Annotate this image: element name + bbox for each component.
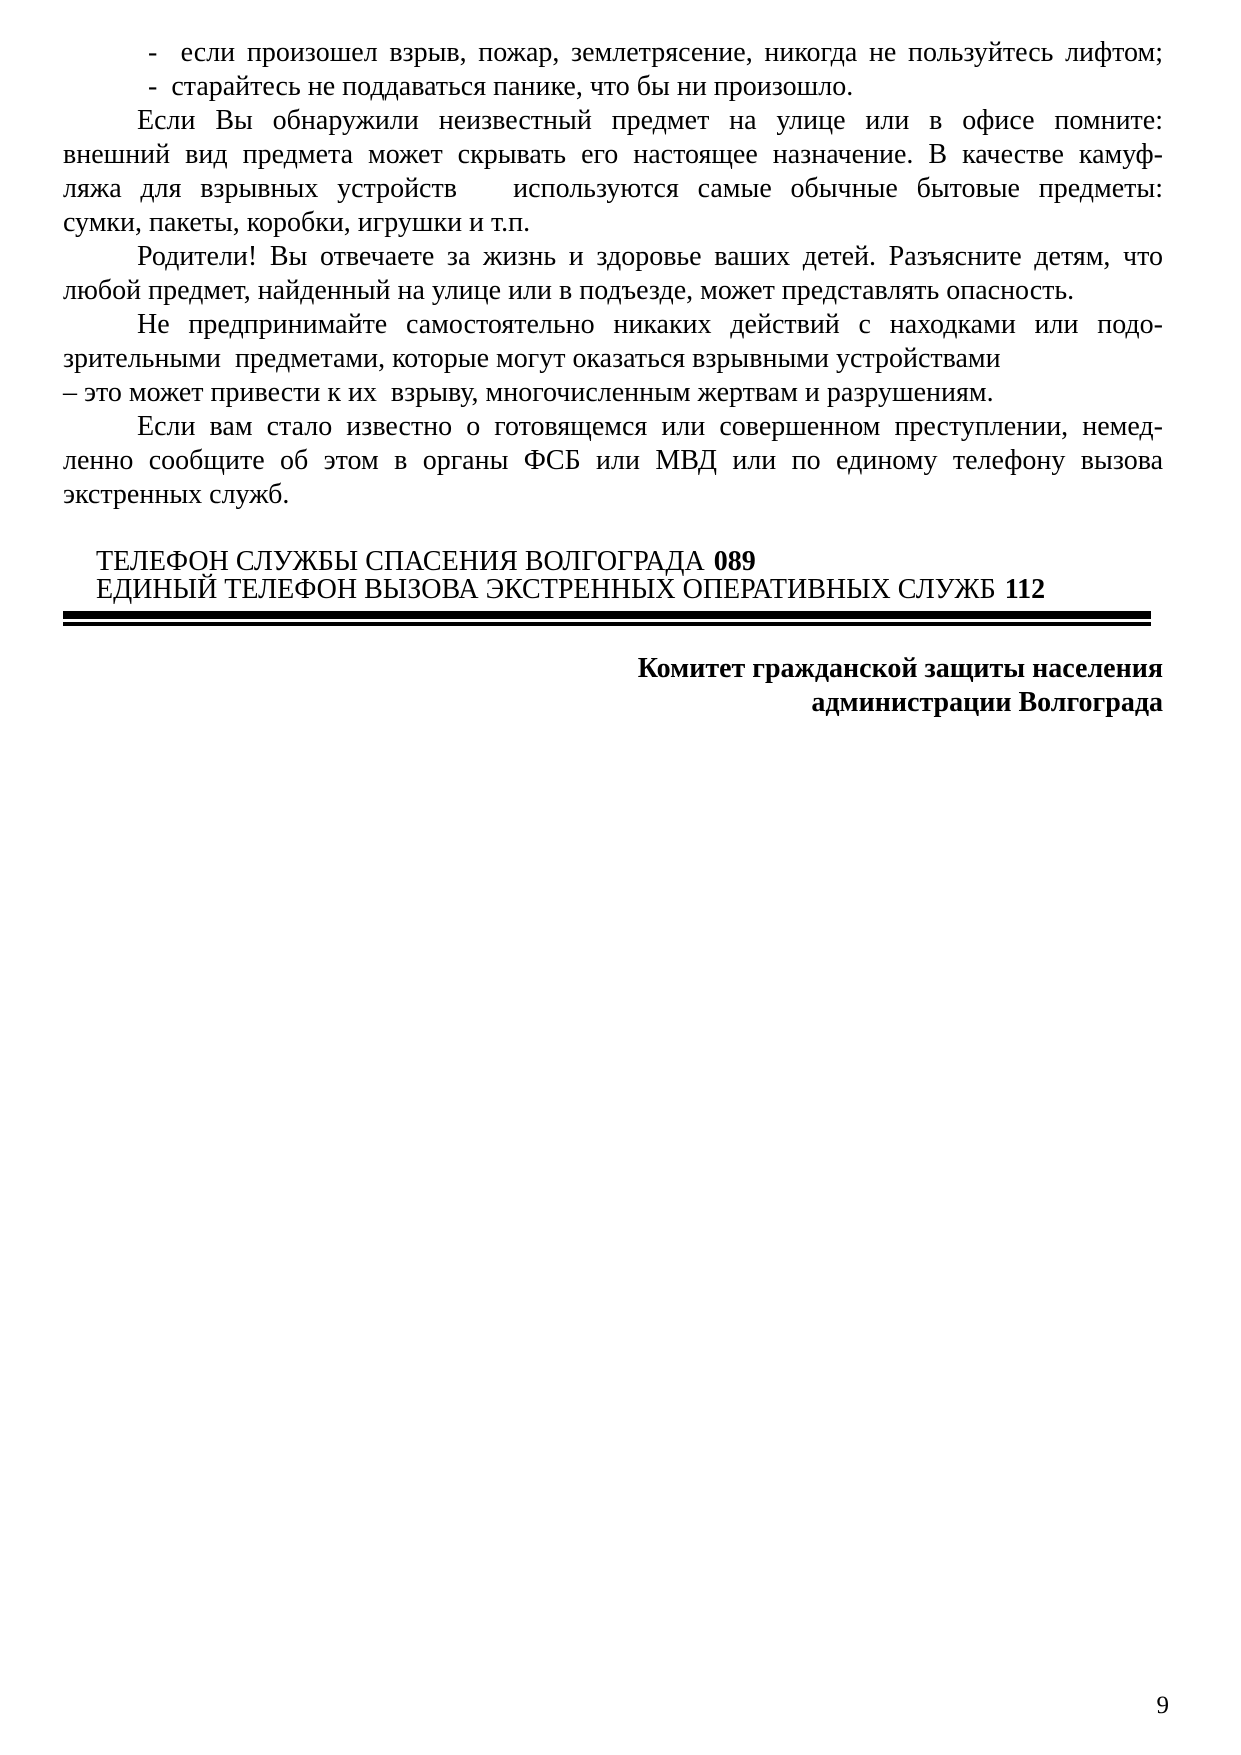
body-line: ляжа для взрывных устройств используются самые обычные бытовые предметы: [63,173,1163,204]
signature-committee-line: Комитет гражданской защиты населения [637,653,1163,684]
page-content [63,36,1163,720]
hotline-rescue-label: ТЕЛЕФОН СЛУЖБЫ СПАСЕНИЯ ВОЛГОГРАДА [96,546,705,577]
body-line: – это может привести к их взрыву, многочисленным жертвам и разрушениям. [63,377,994,408]
signature-block [63,652,1163,720]
signature-administration-line: администрации Волгограда [811,687,1163,718]
hotline-rescue-line [96,548,1163,576]
hotlines-block [63,548,1163,604]
body-line: - если произошел взрыв, пожар, землетрясение, никогда не пользуйтесь лифтом; [148,37,1163,68]
body-text-block [63,36,1163,512]
body-line: Если вам стало известно о готовящемся или совершенном преступлении, немед- [137,411,1163,442]
body-line: экстренных служб. [63,479,290,510]
body-line: ленно сообщите об этом в органы ФСБ или МВД или по единому телефону вызова [63,445,1163,476]
body-line: Не предпринимайте самостоятельно никаких действий с находками или подо- [137,309,1163,340]
emergency-phone-number: 112 [1004,574,1046,605]
body-line: Если Вы обнаружили неизвестный предмет на улице или в офисе помните: [137,105,1163,136]
body-line: зрительными предметами, которые могут оказаться взрывными устройствами [63,343,1001,374]
body-line: внешний вид предмета может скрывать его настоящее назначение. В качестве камуф- [63,139,1163,170]
body-line: Родители! Вы отвечаете за жизнь и здоровье ваших детей. Разъясните детям, что [137,241,1163,272]
rescue-phone-number: 089 [713,546,756,577]
section-divider-rule [63,611,1151,626]
body-line: сумки, пакеты, коробки, игрушки и т.п. [63,207,531,238]
hotline-emergency-label: ЕДИНЫЙ ТЕЛЕФОН ВЫЗОВА ЭКСТРЕННЫХ ОПЕРАТИВНЫХ СЛУЖБ [96,574,996,605]
hotline-emergency-line [96,576,1163,604]
page-number: 9 [1156,1692,1169,1719]
body-line: - старайтесь не поддаваться панике, что бы ни произошло. [148,71,854,102]
body-line: любой предмет, найденный на улице или в подъезде, может представлять опасность. [63,275,1075,306]
